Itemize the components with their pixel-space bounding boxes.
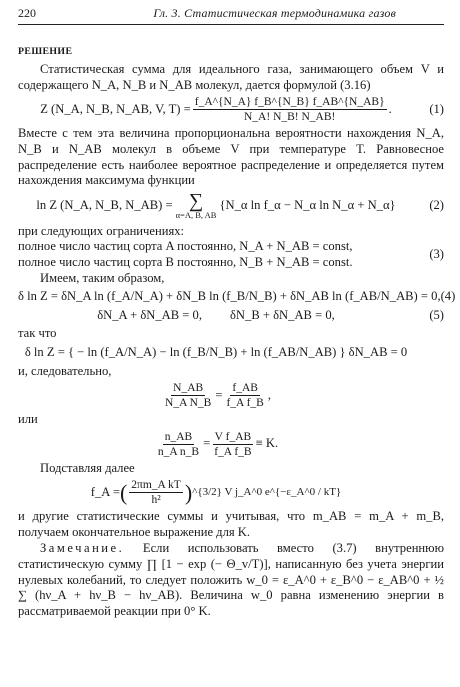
paragraph-thus: Имеем, таким образом, (40, 270, 165, 285)
paragraph-substituting: Подставляя далее (40, 460, 135, 475)
paragraph-or: или (18, 412, 38, 427)
eq7-left-numerator: N_AB (173, 382, 204, 395)
eq7-tail: , (267, 387, 271, 402)
equation-9 (18, 479, 444, 506)
eq2-sum-limits: α=A, B, AB (175, 209, 217, 220)
paragraph-intro: Статистическая сумма для идеального газа, занимающего объем V и содержащего N_A, N_B и N_AB молекул, дается формулой (3.16) (18, 62, 444, 92)
equation-2 (18, 189, 444, 221)
eq1-number: (1) (429, 102, 444, 117)
eq1-lhs: Z (N_A, N_B, N_AB, V, T) = (40, 102, 191, 117)
paragraph-probability: Вместе с тем эта величина пропорциональна вероятности нахождения N_A, N_B и N_AB молекул в объеме V при температуре T. Равновесное распределение есть наиболее вероятное распределение и определяется путем нахождения максимума функции (18, 126, 444, 188)
eq1-numerator: f_A^{N_A} f_B^{N_B} f_AB^{N_AB} (194, 96, 385, 109)
eq9-fraction (129, 479, 183, 506)
equation-1 (18, 96, 444, 123)
eq9-tail: ^{3/2} V j_A^0 e^{−ε_A^0 / kT} (192, 485, 342, 498)
eq3-number: (3) (429, 247, 444, 262)
section-heading: РЕШЕНИЕ (18, 45, 73, 57)
eq2-number: (2) (429, 198, 444, 213)
constraint-line-1: полное число частиц сорта A постоянно, N_A + N_AB = const, (18, 239, 353, 254)
eq5-left: δN_A + δN_AB = 0, (97, 307, 202, 322)
running-header (18, 6, 444, 25)
eq2-sum (175, 189, 217, 221)
eq1-tail: . (388, 102, 392, 117)
paragraph-so-that: так что (18, 326, 57, 341)
paragraph-constraints-intro: при следующих ограничениях: (18, 223, 185, 238)
remark-label: Замечание. (40, 541, 125, 556)
eq1-denominator: N_A! N_B! N_AB! (244, 111, 336, 124)
eq7-fraction-left (163, 382, 213, 409)
eq2-sum-sign: ∑ (188, 189, 204, 212)
eq7-left-denominator: N_A N_B (165, 397, 212, 410)
eq8-fraction-right (212, 431, 253, 458)
eq9-close-paren: ) (184, 479, 193, 505)
constraints-block (18, 239, 444, 270)
eq4-number: (4) (440, 289, 456, 304)
eq9-numerator: 2πm_A kT (131, 479, 181, 492)
eq1-fraction (193, 96, 387, 123)
eq9-lhs: f_A = (90, 484, 120, 499)
eq8-left-denominator: n_A n_B (157, 445, 200, 458)
equation-5 (18, 308, 444, 324)
remark-text: Если использовать вместо (3.7) внутреннюю статистическую сумму ∏ [1 − exp (− Θ_v/T)], написанную без учета энергии нулевых колебаний, то следует положить w_0 = ε_A^0 + ε_B^0 − ε_AB^0 + ½ ∑ (hν_A + hν_B − hν_AB). Величина w_0 равна изменению энергии в рассматриваемой реакции при 0° K. (18, 541, 444, 618)
equation-8 (18, 431, 444, 458)
eq2-body: {N_α ln f_α − N_α ln N_α + N_α} (219, 198, 396, 213)
eq7-fraction-right (224, 382, 265, 409)
eq5-right: δN_B + δN_AB = 0, (230, 307, 335, 322)
eq7-equals: = (215, 387, 223, 402)
constraint-line-2: полное число частиц сорта B постоянно, N_B + N_AB = const. (18, 254, 353, 269)
paragraph-other-sums: и другие статистические суммы и учитывая, что m_AB = m_A + m_B, получаем окончательное выражение для K. (18, 509, 444, 539)
eq6-text: δ ln Z = { − ln (f_A/N_A) − ln (f_B/N_B) + ln (f_AB/N_AB) } δN_AB = 0 (24, 344, 408, 359)
paragraph-remark (18, 541, 444, 619)
eq4-text: δ ln Z = δN_A ln (f_A/N_A) + δN_B ln (f_B/N_B) + δN_AB ln (f_AB/N_AB) = 0, (18, 289, 441, 304)
eq8-equals: = (203, 436, 211, 451)
eq5-number: (5) (429, 307, 444, 322)
eq9-open-paren: ( (119, 479, 128, 505)
equation-7 (18, 382, 444, 409)
eq8-fraction-left (156, 431, 201, 458)
eq7-right-denominator: f_A f_B (226, 397, 264, 410)
eq8-tail: ≡ K. (255, 436, 279, 451)
eq2-lhs: ln Z (N_A, N_B, N_AB) = (36, 198, 173, 213)
paragraph-consequently: и, следовательно, (18, 363, 112, 378)
page-number: 220 (18, 6, 36, 20)
equation-6 (18, 345, 444, 361)
equation-4 (18, 289, 456, 305)
eq8-right-numerator: V f_AB (214, 430, 252, 443)
eq8-left-numerator: n_AB (164, 430, 193, 443)
eq9-denominator: h² (151, 494, 161, 507)
eq8-right-denominator: f_A f_B (214, 445, 252, 458)
eq7-right-numerator: f_AB (232, 382, 258, 395)
running-title: Гл. 3. Статистическая термодинамика газов (153, 6, 396, 20)
